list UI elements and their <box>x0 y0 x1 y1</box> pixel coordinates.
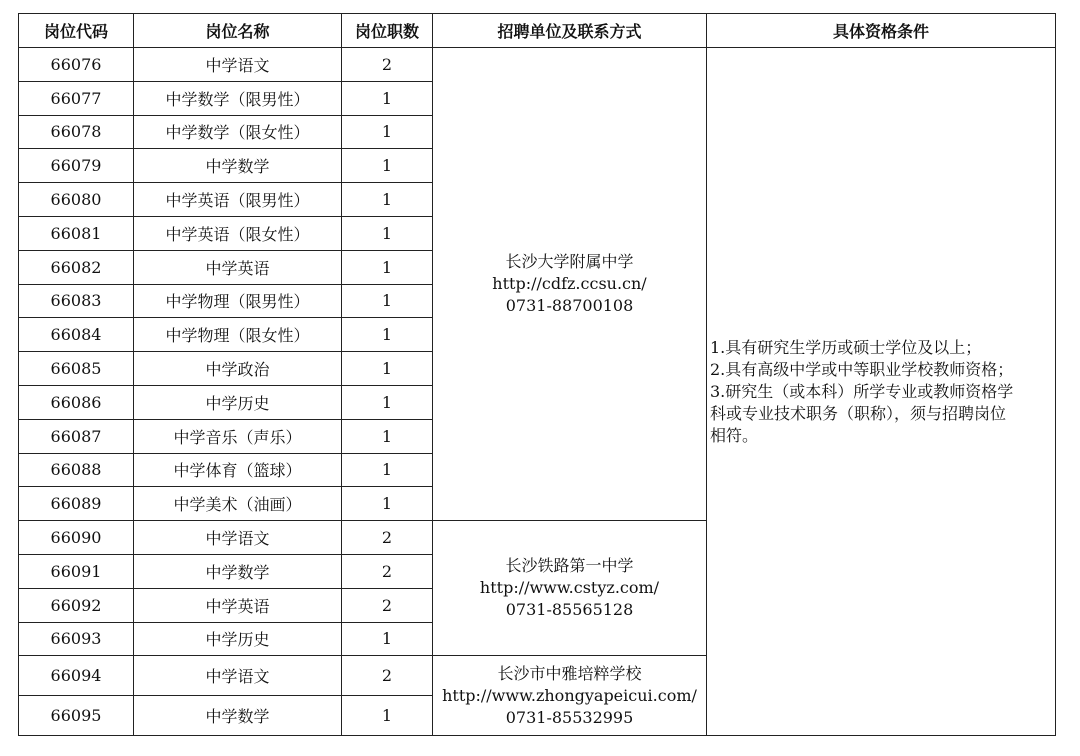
job-count: 2 <box>342 521 433 555</box>
job-code: 66083 <box>19 284 134 318</box>
job-count: 1 <box>342 622 433 656</box>
unit-url: http://cdfz.ccsu.cn/ <box>492 274 647 294</box>
job-code: 66087 <box>19 419 134 453</box>
unit-phone: 0731-85565128 <box>505 600 634 620</box>
job-count: 1 <box>342 284 433 318</box>
job-name: 中学英语（限女性） <box>134 216 342 250</box>
job-code: 66082 <box>19 250 134 284</box>
unit-phone: 0731-85532995 <box>505 707 634 727</box>
job-code: 66079 <box>19 149 134 183</box>
job-code: 66095 <box>19 696 134 736</box>
requirement-line: 1.具有研究生学历或硕士学位及以上； <box>710 337 982 357</box>
job-name: 中学数学 <box>134 149 342 183</box>
header-unit: 招聘单位及联系方式 <box>433 14 707 48</box>
job-count: 1 <box>342 216 433 250</box>
table-row <box>19 48 1056 82</box>
job-name: 中学音乐（声乐） <box>134 419 342 453</box>
job-count: 1 <box>342 115 433 149</box>
job-name: 中学历史 <box>134 385 342 419</box>
job-table <box>18 13 1056 736</box>
job-code: 66076 <box>19 48 134 82</box>
job-count: 1 <box>342 149 433 183</box>
job-name: 中学历史 <box>134 622 342 656</box>
job-name: 中学美术（油画） <box>134 487 342 521</box>
job-count: 2 <box>342 588 433 622</box>
job-code: 66089 <box>19 487 134 521</box>
header-name: 岗位名称 <box>134 14 342 48</box>
header-row <box>19 14 1056 48</box>
job-code: 66086 <box>19 385 134 419</box>
job-count: 1 <box>342 352 433 386</box>
job-code: 66094 <box>19 656 134 696</box>
requirement-line: 2.具有高级中学或中等职业学校教师资格； <box>710 359 1014 379</box>
unit-url: http://www.zhongyapeicui.com/ <box>442 685 697 705</box>
unit-cell <box>433 48 707 521</box>
header-count: 岗位职数 <box>342 14 433 48</box>
requirement-line: 相符。 <box>710 425 759 445</box>
unit-name: 长沙大学附属中学 <box>505 252 634 272</box>
job-count: 1 <box>342 385 433 419</box>
job-name: 中学物理（限男性） <box>134 284 342 318</box>
job-name: 中学语文 <box>134 656 342 696</box>
job-code: 66090 <box>19 521 134 555</box>
job-code: 66077 <box>19 81 134 115</box>
job-count: 1 <box>342 419 433 453</box>
job-name: 中学英语 <box>134 250 342 284</box>
unit-name: 长沙铁路第一中学 <box>505 556 634 576</box>
job-count: 2 <box>342 48 433 82</box>
job-name: 中学数学（限女性） <box>134 115 342 149</box>
job-count: 1 <box>342 183 433 217</box>
job-count: 2 <box>342 554 433 588</box>
job-code: 66081 <box>19 216 134 250</box>
job-count: 1 <box>342 81 433 115</box>
job-code: 66084 <box>19 318 134 352</box>
job-count: 1 <box>342 250 433 284</box>
job-name: 中学数学 <box>134 554 342 588</box>
job-count: 1 <box>342 453 433 487</box>
job-count: 1 <box>342 318 433 352</box>
job-count: 1 <box>342 696 433 736</box>
job-code: 66088 <box>19 453 134 487</box>
job-name: 中学政治 <box>134 352 342 386</box>
requirement-line: 科或专业技术职务（职称），须与招聘岗位 <box>710 403 1007 423</box>
job-code: 66085 <box>19 352 134 386</box>
unit-name: 长沙市中雅培粹学校 <box>497 663 642 683</box>
job-name: 中学数学 <box>134 696 342 736</box>
unit-url: http://www.cstyz.com/ <box>479 578 660 598</box>
job-code: 66093 <box>19 622 134 656</box>
job-code: 66091 <box>19 554 134 588</box>
job-code: 66092 <box>19 588 134 622</box>
header-code: 岗位代码 <box>19 14 134 48</box>
header-requirements: 具体资格条件 <box>707 14 1056 48</box>
job-count: 2 <box>342 656 433 696</box>
job-table-container <box>18 13 1056 736</box>
job-name: 中学英语 <box>134 588 342 622</box>
job-name: 中学数学（限男性） <box>134 81 342 115</box>
job-count: 1 <box>342 487 433 521</box>
unit-cell <box>433 656 707 736</box>
job-name: 中学英语（限男性） <box>134 183 342 217</box>
unit-phone: 0731-88700108 <box>505 296 634 316</box>
requirements-cell <box>707 48 1056 736</box>
job-name: 中学语文 <box>134 48 342 82</box>
job-name: 中学体育（篮球） <box>134 453 342 487</box>
job-code: 66080 <box>19 183 134 217</box>
requirement-line: 3.研究生（或本科）所学专业或教师资格学 <box>710 381 1014 401</box>
job-name: 中学语文 <box>134 521 342 555</box>
job-code: 66078 <box>19 115 134 149</box>
job-name: 中学物理（限女性） <box>134 318 342 352</box>
unit-cell <box>433 521 707 656</box>
